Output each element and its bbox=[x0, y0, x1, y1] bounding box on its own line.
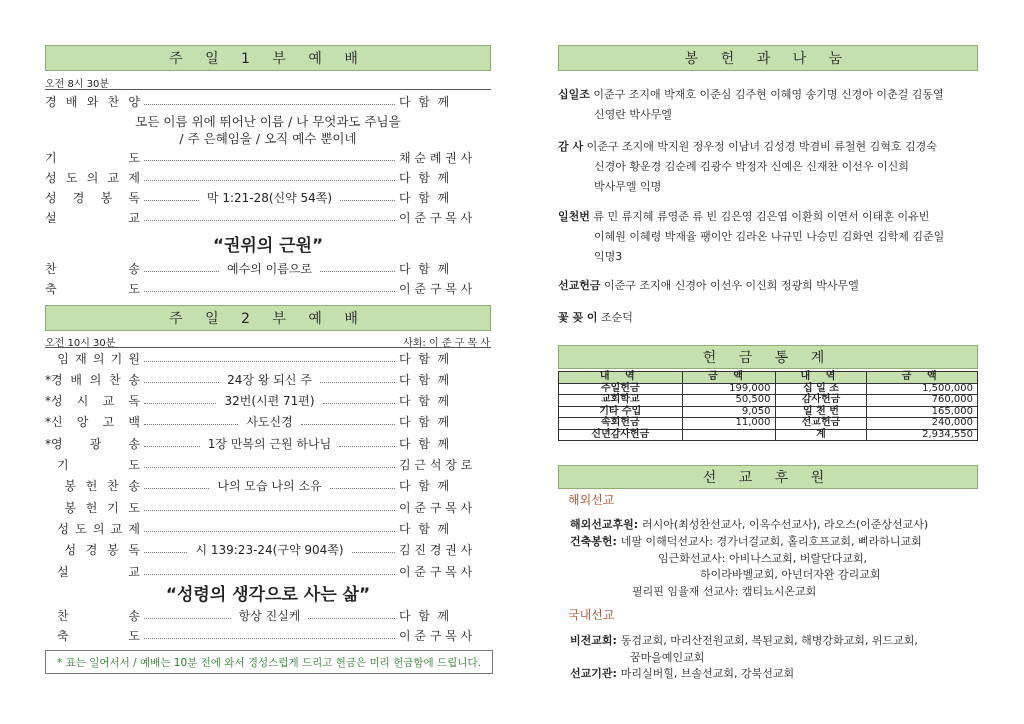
order-row bbox=[45, 498, 491, 516]
order-label: *경 배 의 찬 송 bbox=[45, 372, 140, 387]
order-row bbox=[45, 434, 491, 452]
stats-item: 감사헌금 bbox=[775, 395, 867, 407]
offering-entry bbox=[558, 308, 978, 328]
offering-label: 꽃 꽂 이 bbox=[558, 311, 598, 324]
order-item: 항상 진실케 bbox=[235, 607, 305, 624]
order-label: 축 도 bbox=[45, 628, 140, 643]
leader-dots bbox=[144, 180, 395, 181]
stats-title: 헌 금 통 계 bbox=[558, 345, 978, 369]
stats-row bbox=[559, 395, 978, 407]
stats-amount: 50,500 bbox=[682, 395, 775, 407]
praise-line: / 주 은혜임을 / 오직 예수 뿐이네 bbox=[179, 131, 357, 146]
order-label: 기 도 bbox=[45, 150, 140, 165]
leader-dots bbox=[320, 271, 395, 272]
order-label: 찬 송 bbox=[45, 261, 140, 276]
order-row bbox=[45, 562, 491, 580]
stats-row bbox=[559, 418, 978, 430]
leader-dots bbox=[339, 446, 395, 447]
mission-title: 선 교 후 원 bbox=[558, 465, 978, 489]
leader-dots bbox=[144, 467, 395, 468]
stats-amount: 1,500,000 bbox=[867, 383, 978, 395]
divider bbox=[45, 347, 491, 348]
leader-dots bbox=[144, 271, 219, 272]
order-person: 김 진 경 권 사 bbox=[399, 543, 473, 558]
order-label: 설 교 bbox=[45, 210, 140, 225]
footnote: * 표는 일어서서 / 예배는 10분 전에 와서 경성스럽게 드리고 헌금은 미리 헌금함에 드립니다. bbox=[45, 650, 493, 674]
mission-text: 하이라바벨교회, 아넌더자완 감리교회 bbox=[700, 568, 881, 581]
stats-item: 계 bbox=[775, 429, 867, 441]
order-person: 이 준 구 목 사 bbox=[399, 564, 473, 579]
order-person: 다 함 께 bbox=[399, 190, 450, 205]
leader-dots bbox=[144, 104, 395, 105]
stats-item: 속회헌금 bbox=[559, 418, 683, 430]
order-person: 다 함 께 bbox=[399, 436, 450, 451]
order-person: 다 함 께 bbox=[399, 521, 450, 536]
mission-text: 꿈마을예인교회 bbox=[630, 651, 705, 664]
order-person: 채 순 례 권 사 bbox=[399, 150, 473, 165]
mission-line bbox=[658, 550, 867, 566]
offering-stats-table bbox=[558, 371, 978, 441]
stats-amount: 165,000 bbox=[867, 406, 978, 418]
order-person: 김 근 석 장 로 bbox=[399, 458, 473, 472]
praise-line: 모든 이름 위에 뛰어난 이름 / 나 무엇과도 주님을 bbox=[135, 114, 401, 129]
service1-title: 주 일 1 부 예 배 bbox=[45, 45, 491, 71]
order-person: 다 함 께 bbox=[399, 608, 450, 623]
leader-dots bbox=[144, 424, 238, 425]
sermon-title: “권위의 근원” bbox=[212, 236, 324, 256]
offering-names: 이혜원 이혜령 박재율 팽이안 김라온 나규민 나승민 김화연 김학제 김준일 bbox=[594, 230, 945, 243]
leader-dots bbox=[144, 403, 216, 404]
order-label: 축 도 bbox=[45, 281, 140, 296]
mission-line bbox=[570, 632, 918, 648]
order-row bbox=[45, 606, 491, 624]
order-person: 다 함 께 bbox=[399, 479, 450, 494]
order-person: 이 준 구 목 사 bbox=[399, 281, 473, 296]
leader-dots bbox=[144, 200, 199, 201]
order-item: 1장 만복의 근원 하나님 bbox=[204, 435, 335, 452]
order-label: 기 도 bbox=[45, 458, 140, 472]
mission-line bbox=[630, 649, 704, 665]
order-label: 성 도 의 교 제 bbox=[45, 521, 140, 536]
stats-header: 금 액 bbox=[867, 372, 978, 384]
offering-entry bbox=[558, 85, 978, 125]
stats-item: 일 천 번 bbox=[775, 406, 867, 418]
stats-amount: 11,000 bbox=[682, 418, 775, 430]
leader-dots bbox=[340, 200, 395, 201]
order-person: 이 준 구 목 사 bbox=[399, 500, 473, 515]
order-row bbox=[45, 477, 491, 495]
leader-dots bbox=[144, 552, 187, 553]
leader-dots bbox=[144, 531, 395, 532]
offering-names: 신경아 황운경 김순례 김광수 박정자 신예은 신재찬 이선우 이신희 bbox=[594, 160, 909, 173]
order-row bbox=[45, 349, 491, 367]
offering-label: 십일조 bbox=[558, 88, 590, 101]
offering-names: 류 민 류지혜 류영준 류 빈 김은영 김은엽 이환희 이연서 이태훈 이유빈 bbox=[589, 210, 930, 223]
offering-label: 감 사 bbox=[558, 140, 584, 153]
stats-item: 교회학교 bbox=[559, 395, 683, 407]
stats-amount: 9,050 bbox=[682, 406, 775, 418]
stats-item: 신년감사헌금 bbox=[559, 429, 683, 441]
leader-dots bbox=[330, 488, 395, 489]
leader-dots bbox=[320, 382, 395, 383]
order-row bbox=[45, 370, 491, 388]
order-row bbox=[45, 456, 491, 474]
order-person: 다 함 께 bbox=[399, 415, 450, 430]
order-item: 사도신경 bbox=[242, 413, 296, 430]
offering-entry bbox=[558, 276, 978, 296]
order-row bbox=[45, 259, 491, 277]
stats-row bbox=[559, 406, 978, 418]
order-label: 성 도 의 교 제 bbox=[45, 170, 140, 185]
mission-text: 마리실버힐, 브솔선교회, 강북선교회 bbox=[620, 667, 795, 680]
overseas-title: 해외선교 bbox=[568, 493, 615, 507]
order-label: 봉 헌 찬 송 bbox=[45, 479, 140, 494]
order-person: 다 함 께 bbox=[399, 94, 450, 109]
order-item: 32번(시편 71편) bbox=[220, 392, 318, 409]
service2-title: 주 일 2 부 예 배 bbox=[45, 305, 491, 331]
order-row bbox=[45, 413, 491, 431]
stats-row bbox=[559, 429, 978, 441]
offering-names: 조순덕 bbox=[597, 311, 633, 324]
stats-row bbox=[559, 383, 978, 395]
stats-item: 주일헌금 bbox=[559, 383, 683, 395]
order-label: 임 재 의 기 원 bbox=[45, 351, 140, 366]
order-person: 다 함 께 bbox=[399, 351, 450, 366]
order-item: 시 139:23-24(구약 904쪽) bbox=[191, 541, 347, 558]
mission-text: 러시아(최성찬선교사, 이옥수선교사), 라오스(이준상선교사) bbox=[641, 518, 929, 531]
stats-item: 기타 수입 bbox=[559, 406, 683, 418]
mission-text: 동검교회, 마리산전원교회, 복된교회, 해병강화교회, 위드교회, bbox=[620, 634, 918, 647]
leader-dots bbox=[301, 424, 395, 425]
order-item: 예수의 이름으로 bbox=[223, 260, 316, 277]
stats-amount: 199,000 bbox=[682, 383, 775, 395]
leader-dots bbox=[144, 361, 395, 362]
order-label: *성 시 교 독 bbox=[45, 394, 140, 409]
order-label: *영 광 송 bbox=[45, 436, 140, 451]
stats-item: 선교헌금 bbox=[775, 418, 867, 430]
offering-names: 박사무엘 익명 bbox=[594, 180, 662, 193]
leader-dots bbox=[144, 618, 231, 619]
leader-dots bbox=[144, 446, 200, 447]
leader-dots bbox=[144, 638, 395, 639]
stats-header: 내 역 bbox=[559, 372, 683, 384]
order-item: 막 1:21-28(신약 54쪽) bbox=[203, 189, 336, 206]
mission-label: 건축봉헌: bbox=[570, 535, 621, 548]
leader-dots bbox=[144, 291, 395, 292]
order-item: 나의 모습 나의 소유 bbox=[213, 477, 325, 494]
service2-time: 오전 10시 30분 bbox=[45, 338, 116, 349]
leader-dots bbox=[308, 618, 395, 619]
order-person: 이 준 구 목 사 bbox=[399, 210, 473, 225]
mission-line bbox=[570, 533, 922, 549]
mission-line bbox=[570, 516, 928, 532]
leader-dots bbox=[352, 552, 395, 553]
mission-line bbox=[570, 665, 794, 681]
offering-entry bbox=[558, 207, 978, 267]
order-person: 다 함 께 bbox=[399, 170, 450, 185]
stats-header: 내 역 bbox=[775, 372, 867, 384]
mission-line bbox=[700, 566, 881, 582]
order-row bbox=[45, 168, 491, 186]
leader-dots bbox=[144, 160, 395, 161]
stats-amount: 2,934,550 bbox=[867, 429, 978, 441]
leader-dots bbox=[323, 403, 395, 404]
mission-text: 임근화선교사: 아비나스교회, 버랄단다교회, bbox=[658, 552, 867, 565]
order-label: 성 경 봉 독 bbox=[45, 190, 140, 205]
order-row bbox=[45, 392, 491, 410]
mission-text: 네팔 이해덕선교사: 경가너걸교회, 홀리호프교회, 삐라하니교회 bbox=[620, 535, 922, 548]
order-person: 이 준 구 목 사 bbox=[399, 628, 473, 643]
offering-names: 이준구 조지애 박재호 이준심 김주현 이혜영 송기명 신경아 이춘걸 김동열 bbox=[589, 88, 944, 101]
stats-item: 십 일 조 bbox=[775, 383, 867, 395]
order-label: 경 배 와 찬 양 bbox=[45, 94, 140, 109]
service2-leader: 사회: 이 준 구 목 사 bbox=[403, 338, 490, 349]
order-row bbox=[45, 208, 491, 226]
order-row bbox=[45, 541, 491, 559]
offering-names: 익명3 bbox=[594, 250, 623, 263]
service1-time: 오전 8시 30분 bbox=[45, 79, 110, 90]
leader-dots bbox=[144, 574, 395, 575]
order-row bbox=[45, 626, 491, 644]
divider bbox=[45, 89, 491, 90]
order-person: 다 함 께 bbox=[399, 261, 450, 276]
domestic-title: 국내선교 bbox=[568, 608, 615, 622]
mission-text: 필리핀 임율재 선교사: 캠티뇨시온교회 bbox=[632, 585, 817, 598]
offering-label: 일천번 bbox=[558, 210, 590, 223]
order-label: 성 경 봉 독 bbox=[45, 543, 140, 558]
offering-label: 선교헌금 bbox=[558, 279, 601, 292]
mission-line bbox=[632, 583, 816, 599]
offering-entry bbox=[558, 137, 978, 197]
leader-dots bbox=[144, 510, 395, 511]
leader-dots bbox=[144, 488, 209, 489]
order-row bbox=[45, 188, 491, 206]
leader-dots bbox=[144, 220, 395, 221]
order-row bbox=[45, 92, 491, 110]
leader-dots bbox=[144, 382, 219, 383]
mission-label: 비전교회: bbox=[570, 634, 621, 647]
stats-header: 금 액 bbox=[682, 372, 775, 384]
order-row bbox=[45, 148, 491, 166]
stats-amount: 760,000 bbox=[867, 395, 978, 407]
offering-names: 이준구 조지애 신경아 이선우 이신희 정광희 박사무엘 bbox=[600, 279, 859, 292]
order-person: 다 함 께 bbox=[399, 372, 450, 387]
stats-amount bbox=[682, 429, 775, 441]
order-label: 봉 헌 기 도 bbox=[45, 500, 140, 515]
offering-title: 봉 헌 과 나 눔 bbox=[558, 45, 978, 71]
order-label: *신 앙 고 백 bbox=[45, 415, 140, 430]
order-label: 설 교 bbox=[45, 564, 140, 579]
order-person: 다 함 께 bbox=[399, 394, 450, 409]
offering-names: 이준구 조지애 박지원 정우정 이남녀 김성경 박겸비 류철현 김혁호 김경숙 bbox=[583, 140, 937, 153]
stats-amount: 240,000 bbox=[867, 418, 978, 430]
sermon-title: “성령의 생각으로 사는 삶” bbox=[165, 585, 371, 605]
offering-names: 신영란 박사무엘 bbox=[594, 108, 672, 121]
order-label: 찬 송 bbox=[45, 608, 140, 623]
order-row bbox=[45, 279, 491, 297]
order-item: 24장 왕 되신 주 bbox=[223, 371, 316, 388]
mission-label: 선교기관: bbox=[570, 667, 621, 680]
order-row bbox=[45, 519, 491, 537]
mission-label: 해외선교후원: bbox=[570, 518, 642, 531]
